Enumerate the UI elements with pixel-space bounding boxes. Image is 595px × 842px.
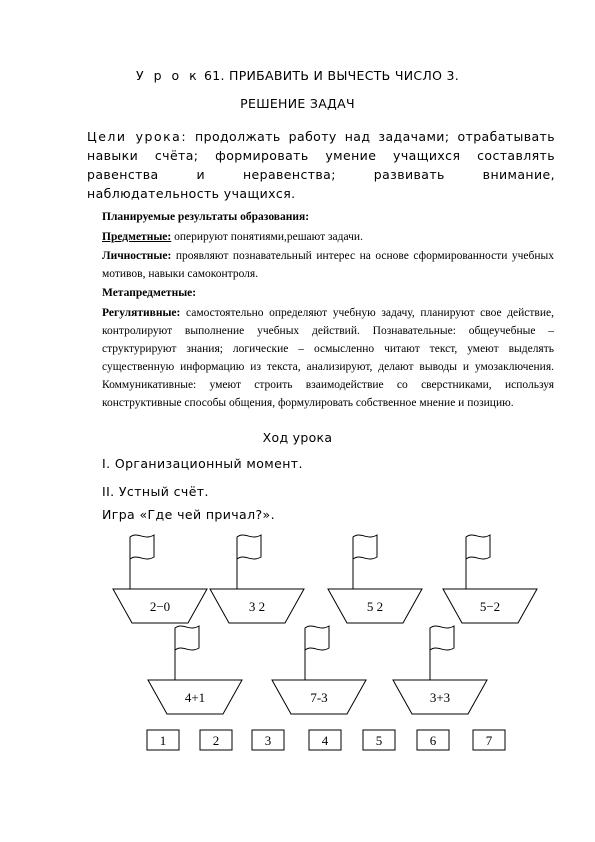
boat: [148, 626, 242, 714]
section-oral-count: II. Устный счёт.: [102, 484, 209, 499]
boat-expression: 3 2: [248, 599, 266, 614]
goals-label: Цели урока:: [87, 129, 188, 144]
boat-expression: 5 2: [366, 599, 384, 614]
pier-number: 5: [375, 733, 383, 748]
flag-icon: [430, 626, 454, 650]
flag-icon: [353, 535, 377, 559]
flag-icon: [175, 626, 199, 650]
game-title: Игра «Где чей причал?».: [102, 507, 275, 522]
boat: [443, 535, 537, 623]
goals-text: продолжать работу над задачами; отрабатывать навыки счёта; формировать умение учащихся составлять равенства и неравенства; развивать внимание, наблюдательность учащихся.: [87, 129, 555, 201]
pier: [417, 730, 449, 750]
section-organizational: I. Организационный момент.: [102, 456, 303, 471]
lesson-title-prefix: У р о к: [135, 68, 200, 83]
boat: [393, 626, 487, 714]
boat: [328, 535, 422, 623]
subject-label: Предметные:: [102, 231, 172, 243]
boat-expression: 5−2: [479, 599, 501, 614]
pier-number: 6: [429, 733, 437, 748]
boat: [113, 535, 207, 623]
pier: [473, 730, 505, 750]
results-heading: Планируемые результаты образования:: [102, 211, 310, 223]
pier: [309, 730, 341, 750]
boat-expression: 2−0: [149, 599, 171, 614]
regulative-label: Регулятивные:: [102, 307, 181, 319]
pier-number: 7: [485, 733, 493, 748]
lesson-progress-heading: Ход урока: [262, 430, 333, 445]
meta-heading: Метапредметные:: [102, 287, 197, 299]
subject-text: оперируют понятиями,решают задачи.: [171, 231, 363, 243]
flag-icon: [466, 535, 490, 559]
boat: [210, 535, 304, 623]
pier: [363, 730, 395, 750]
flag-icon: [305, 626, 329, 650]
boat: [272, 626, 366, 714]
pier: [147, 730, 179, 750]
pier-number: 2: [212, 733, 220, 748]
boat-expression: 7-3: [310, 690, 328, 705]
personal-label: Личностные:: [102, 250, 172, 262]
pier: [200, 730, 232, 750]
flag-icon: [130, 535, 154, 559]
flag-icon: [237, 535, 261, 559]
regulative-text: самостоятельно определяют учебную задачу, планируют свое действие, контролируют выполнение учебных действий. Познавательные: общеучебные – структурируют знания; логические – осмысленно читают текст, умеют выделять существенную информацию из текста, анализируют, делают выводы и умозаключения. Коммуникативные: умеют строить взаимодействие со сверстниками, используя конструктивные способы общения, формулировать собственное мнение и позицию.: [102, 307, 554, 409]
pier-number: 1: [159, 733, 167, 748]
boat-expression: 4+1: [184, 690, 206, 705]
personal-text: проявляют познавательный интерес на основе сформированности учебных мотивов, навыки самоконтроля.: [102, 250, 554, 280]
boat-expression: 3+3: [429, 690, 451, 705]
lesson-subtitle: РЕШЕНИЕ ЗАДАЧ: [240, 96, 355, 111]
lesson-title-rest: 61. ПРИБАВИТЬ И ВЫЧЕСТЬ ЧИСЛО 3.: [203, 68, 460, 83]
pier: [252, 730, 284, 750]
pier-number: 3: [264, 733, 272, 748]
pier-number: 4: [321, 733, 329, 748]
